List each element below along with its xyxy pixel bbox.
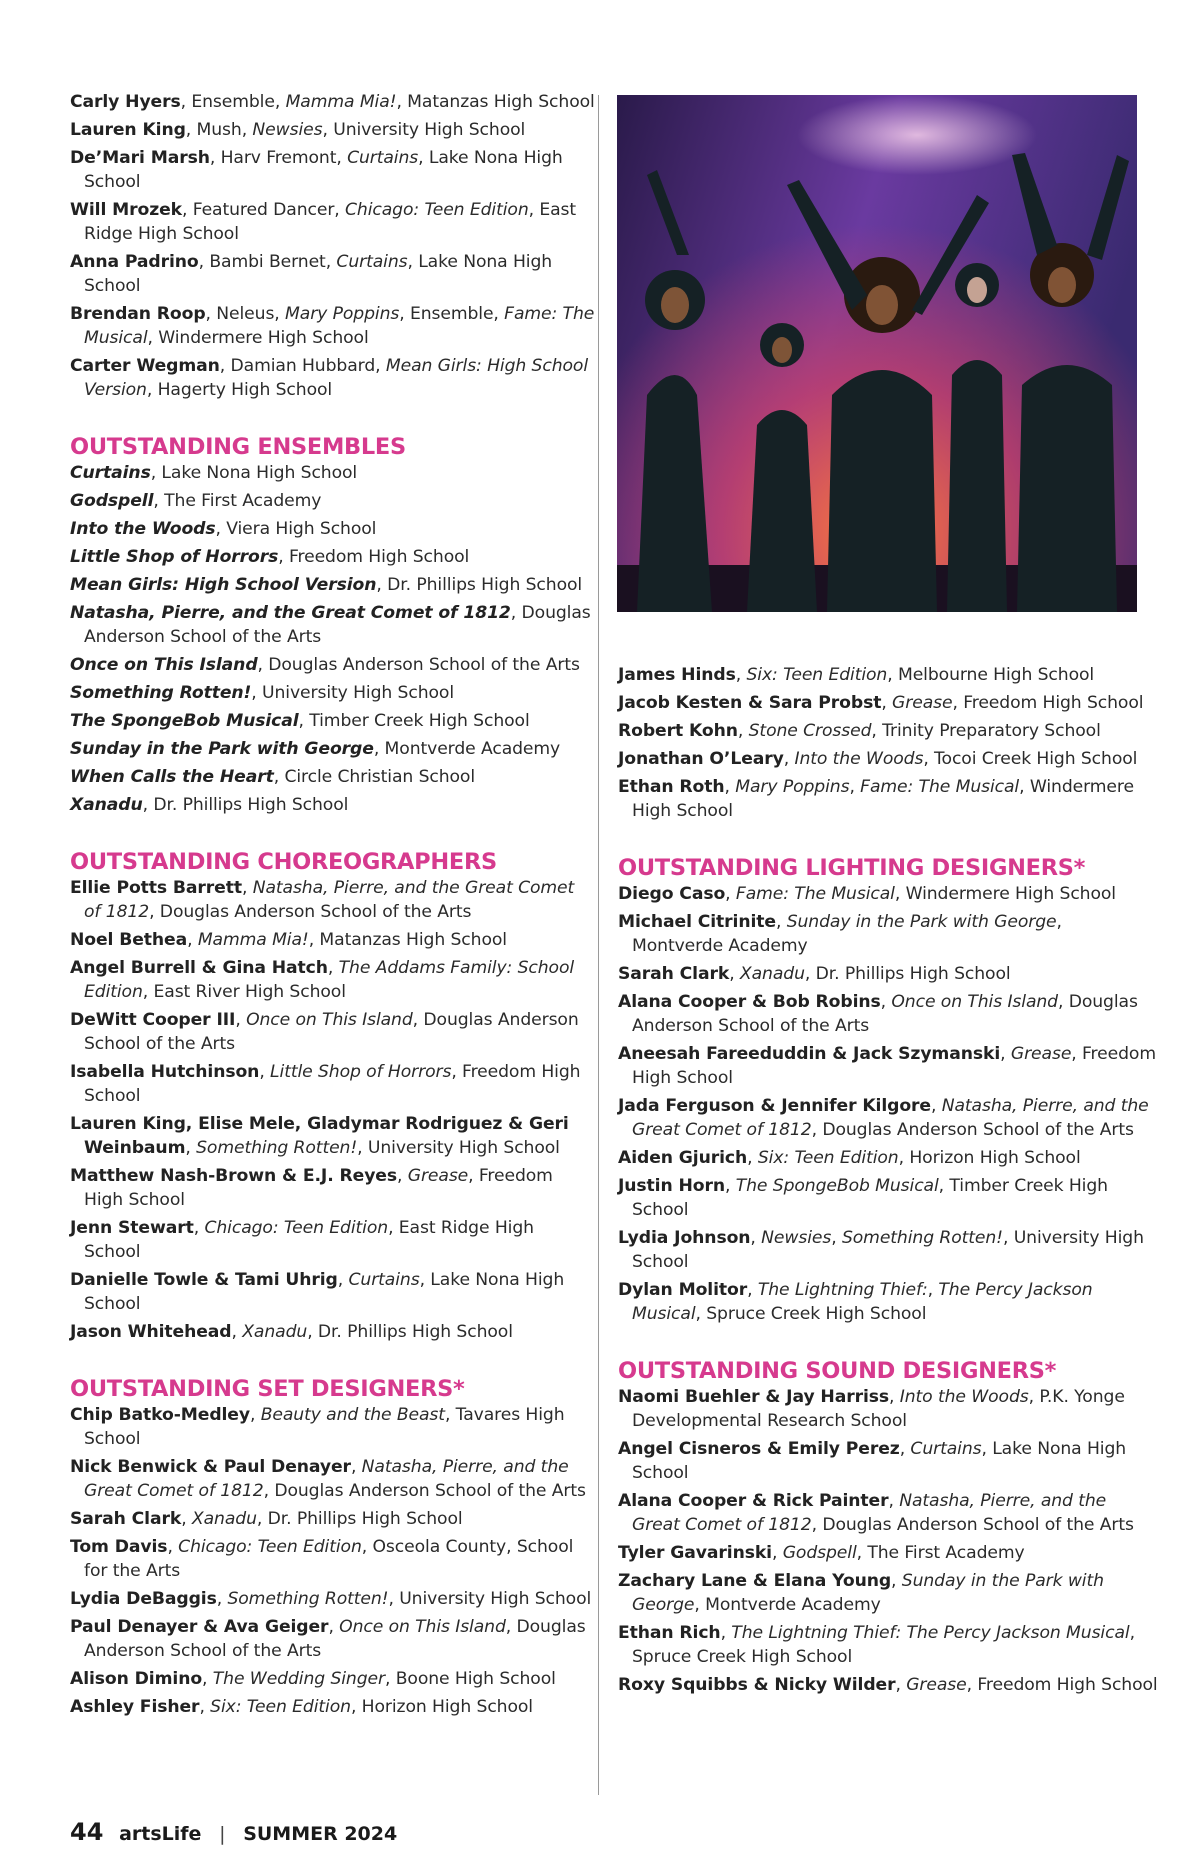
nominee-entry: [70, 461, 595, 485]
entry-detail: ,: [328, 1617, 340, 1637]
entry-detail: , University High School: [357, 1138, 560, 1158]
nominee-entry: [70, 302, 595, 350]
nominee-entry: [70, 1008, 595, 1056]
nominee-entry: [618, 1569, 1158, 1617]
entry-detail: , Douglas Anderson School of the Arts: [257, 655, 580, 675]
production-title: Sunday in the Park with George: [70, 739, 374, 759]
entry-detail: , Dr. Phillips High School: [307, 1322, 513, 1342]
entry-detail: , Lake Nona High School: [84, 1270, 565, 1314]
nominee-entry: [70, 601, 595, 649]
entry-detail: , Viera High School: [215, 519, 377, 539]
column-divider: [598, 95, 599, 1795]
nominee-name: Ellie Potts Barrett: [70, 878, 242, 898]
nominee-name: Carly Hyers: [70, 92, 181, 112]
nominee-entry: [70, 90, 595, 114]
entry-detail: ,: [849, 777, 861, 797]
entry-detail: ,: [216, 1589, 228, 1609]
production-title: Xanadu: [242, 1322, 308, 1342]
nominee-name: Ethan Roth: [618, 777, 725, 797]
entry-detail: , The First Academy: [856, 1543, 1025, 1563]
nominee-name: Dylan Molitor: [618, 1280, 748, 1300]
entry-detail: , Circle Christian School: [273, 767, 476, 787]
production-title: Fame: The Musical: [735, 884, 895, 904]
production-title: Once on This Island: [70, 655, 258, 675]
entry-detail: , Freedom High School: [632, 1044, 1156, 1088]
production-title: When Calls the Heart: [70, 767, 274, 787]
nominee-entry: [70, 1615, 595, 1663]
nominee-entry: [70, 1695, 595, 1719]
issue-label: SUMMER 2024: [243, 1823, 398, 1845]
entry-detail: , Osceola County, School for the Arts: [84, 1537, 574, 1581]
production-title: Beauty and the Beast: [260, 1405, 445, 1425]
nominee-entry: [618, 1146, 1158, 1170]
production-title: The Addams Family: School Edition: [84, 958, 575, 1002]
nominee-entry: [70, 793, 595, 817]
nominee-name: Jason Whitehead: [70, 1322, 232, 1342]
section-heading: OUTSTANDING LIGHTING DESIGNERS*: [618, 855, 1086, 881]
nominee-entry: [618, 1673, 1158, 1697]
entry-detail: , Montverde Academy: [373, 739, 561, 759]
nominee-entry: [70, 1535, 595, 1583]
section-heading: OUTSTANDING ENSEMBLES: [70, 434, 406, 460]
production-title: Xanadu: [70, 795, 143, 815]
nominee-name: Ethan Rich: [618, 1623, 721, 1643]
production-title: Mamma Mia!: [197, 930, 309, 950]
production-title: The Percy Jackson Musical: [632, 1280, 1093, 1324]
production-title: Grease: [906, 1675, 967, 1695]
nominee-entry: [70, 956, 595, 1004]
entry-detail: , Spruce Creek High School: [695, 1304, 927, 1324]
entry-detail: , Freedom High School: [84, 1166, 553, 1210]
entry-detail: ,: [729, 964, 740, 984]
production-title: Grease: [407, 1166, 469, 1186]
nominee-entry: [618, 1541, 1158, 1565]
entry-detail: ,: [747, 1280, 758, 1300]
production-title: Once on This Island: [246, 1010, 413, 1030]
entry-detail: , Douglas Anderson School of the Arts: [149, 902, 472, 922]
production-title: Natasha, Pierre, and the Great Comet of 1812: [84, 1457, 569, 1501]
entry-detail: , East Ridge High School: [84, 1218, 534, 1262]
entry-detail: , Harv Fremont,: [209, 148, 348, 168]
nominee-name: Angel Burrell & Gina Hatch: [70, 958, 328, 978]
nominee-list-top-right: [618, 663, 1158, 823]
entry-detail: , Dr. Phillips High School: [804, 964, 1011, 984]
nominee-entry: [618, 1042, 1158, 1090]
entry-detail: , Matanzas High School: [308, 930, 507, 950]
nominee-name: Alana Cooper & Rick Painter: [618, 1491, 889, 1511]
entry-detail: , Boone High School: [384, 1669, 556, 1689]
stage-performance-photo: [617, 95, 1137, 612]
nominee-entry: [70, 928, 595, 952]
production-title: Grease: [892, 693, 953, 713]
production-title: Mean Girls: High School Version: [84, 356, 589, 400]
nominee-entry: [70, 1667, 595, 1691]
nominee-name: Lauren King, Elise Mele, Gladymar Rodriguez & Geri Weinbaum: [70, 1114, 569, 1158]
entry-detail: , Damian Hubbard,: [219, 356, 386, 376]
entry-detail: , Windermere High School: [894, 884, 1116, 904]
entry-detail: , Tavares High School: [84, 1405, 565, 1449]
nominee-entry: [70, 118, 595, 142]
production-title: Newsies: [761, 1228, 832, 1248]
entry-detail: , Horizon High School: [898, 1148, 1081, 1168]
entry-detail: , Montverde Academy: [632, 912, 1062, 956]
nominee-entry: [70, 737, 595, 761]
entry-detail: ,: [337, 1270, 349, 1290]
nominee-entry: [70, 250, 595, 298]
production-title: Something Rotten!: [227, 1589, 389, 1609]
nominee-entry: [70, 876, 595, 924]
entry-detail: , Douglas Anderson School of the Arts: [263, 1481, 586, 1501]
production-title: Curtains: [336, 252, 408, 272]
nominee-entry: [618, 1621, 1158, 1669]
entry-detail: , Douglas Anderson School of the Arts: [84, 1010, 579, 1054]
left-column: [70, 90, 595, 1723]
entry-detail: ,: [927, 1280, 939, 1300]
nominee-entry: [70, 198, 595, 246]
nominee-name: Tom Davis: [70, 1537, 168, 1557]
entry-detail: ,: [750, 1228, 762, 1248]
production-title: Curtains: [70, 463, 151, 483]
production-title: Curtains: [348, 1270, 420, 1290]
nominee-name: Zachary Lane & Elana Young: [618, 1571, 892, 1591]
production-title: Little Shop of Horrors: [270, 1062, 452, 1082]
production-title: Something Rotten!: [70, 683, 252, 703]
entry-detail: ,: [231, 1322, 243, 1342]
entry-detail: , University High School: [251, 683, 454, 703]
entry-detail: , Ensemble,: [180, 92, 286, 112]
production-title: The Lightning Thief:: [757, 1280, 928, 1300]
nominee-entry: [70, 1507, 595, 1531]
footer-separator: |: [219, 1823, 226, 1845]
production-title: Natasha, Pierre, and the Great Comet of 1812: [632, 1491, 1107, 1535]
nominee-entry: [70, 354, 595, 402]
nominee-entry: [618, 1437, 1158, 1485]
entry-detail: ,: [930, 1096, 942, 1116]
entry-detail: ,: [831, 1228, 842, 1248]
nominee-entry: [70, 1587, 595, 1611]
nominee-entry: [618, 747, 1158, 771]
production-title: Into the Woods: [899, 1387, 1029, 1407]
entry-detail: ,: [735, 665, 747, 685]
entry-detail: , Melbourne High School: [887, 665, 1095, 685]
entry-detail: , Montverde Academy: [694, 1595, 881, 1615]
entry-detail: , Windermere High School: [147, 328, 369, 348]
nominee-entry: [70, 1320, 595, 1344]
entry-detail: ,: [725, 1176, 736, 1196]
nominee-name: Alison Dimino: [70, 1669, 203, 1689]
entry-detail: ,: [249, 1405, 261, 1425]
nominee-entry: [70, 517, 595, 541]
nominee-name: De’Mari Marsh: [70, 148, 210, 168]
nominee-name: Angel Cisneros & Emily Perez: [618, 1439, 900, 1459]
nominee-entry: [618, 691, 1158, 715]
nominee-name: Sarah Clark: [70, 1509, 182, 1529]
entry-detail: ,: [889, 1387, 900, 1407]
production-title: The SpongeBob Musical: [735, 1176, 939, 1196]
nominee-entry: [70, 1164, 595, 1212]
production-title: Chicago: Teen Edition: [204, 1218, 389, 1238]
nominee-entry: [618, 1489, 1158, 1537]
production-title: The SpongeBob Musical: [70, 711, 299, 731]
nominee-entry: [618, 990, 1158, 1038]
entry-detail: ,: [771, 1543, 783, 1563]
entry-detail: ,: [888, 1491, 900, 1511]
entry-detail: , East River High School: [142, 982, 346, 1002]
production-title: Mary Poppins: [285, 304, 400, 324]
entry-detail: ,: [199, 1697, 211, 1717]
nominee-entry: [70, 1268, 595, 1316]
production-title: Mean Girls: High School Version: [70, 575, 377, 595]
production-title: Six: Teen Edition: [757, 1148, 899, 1168]
nominee-entry: [618, 882, 1158, 906]
entry-detail: ,: [783, 749, 795, 769]
entry-detail: , Featured Dancer,: [182, 200, 346, 220]
nominee-name: Carter Wegman: [70, 356, 220, 376]
production-title: Fame: The Musical: [84, 304, 595, 348]
entry-detail: ,: [397, 1166, 408, 1186]
entry-detail: , Freedom High School: [84, 1062, 581, 1106]
nominee-name: Diego Caso: [618, 884, 726, 904]
page-number: 44: [70, 1818, 104, 1846]
production-title: Six: Teen Edition: [746, 665, 888, 685]
entry-detail: , P.K. Yonge Developmental Research School: [632, 1387, 1125, 1431]
nominee-name: Jonathan O’Leary: [618, 749, 784, 769]
entry-detail: ,: [185, 1138, 197, 1158]
entry-detail: , University High School: [632, 1228, 1144, 1272]
nominee-name: Roxy Squibbs & Nicky Wilder: [618, 1675, 896, 1695]
entry-detail: , Douglas Anderson School of the Arts: [632, 992, 1138, 1036]
entry-detail: ,: [187, 930, 198, 950]
entry-detail: ,: [350, 1457, 362, 1477]
entry-detail: ,: [235, 1010, 247, 1030]
left-sections: [70, 433, 595, 1719]
nominee-name: Ashley Fisher: [70, 1697, 200, 1717]
entry-detail: , Timber Creek High School: [632, 1176, 1108, 1220]
production-title: The Wedding Singer: [212, 1669, 385, 1689]
production-title: Curtains: [347, 148, 419, 168]
nominee-entry: [70, 1455, 595, 1503]
nominee-name: Nick Benwick & Paul Denayer: [70, 1457, 351, 1477]
nominee-name: James Hinds: [618, 665, 736, 685]
entry-detail: , Timber Creek High School: [298, 711, 530, 731]
entry-detail: , Neleus,: [205, 304, 286, 324]
production-title: Grease: [1010, 1044, 1072, 1064]
nominee-name: Naomi Buehler & Jay Harriss: [618, 1387, 890, 1407]
entry-detail: , Lake Nona High School: [84, 252, 553, 296]
entry-detail: , Bambi Bernet,: [198, 252, 337, 272]
production-title: Mamma Mia!: [285, 92, 397, 112]
entry-detail: ,: [747, 1148, 758, 1168]
nominee-name: Paul Denayer & Ava Geiger: [70, 1617, 329, 1637]
nominee-list-top-left: [70, 90, 595, 402]
production-title: The Lightning Thief: The Percy Jackson Musical: [731, 1623, 1130, 1643]
production-title: Something Rotten!: [196, 1138, 358, 1158]
nominee-entry: [618, 1174, 1158, 1222]
nominee-entry: [70, 1112, 595, 1160]
production-title: Xanadu: [191, 1509, 257, 1529]
production-title: Curtains: [910, 1439, 982, 1459]
entry-detail: , Dr. Phillips High School: [376, 575, 583, 595]
production-title: Chicago: Teen Edition: [178, 1537, 362, 1557]
nominee-name: Aneesah Fareeduddin & Jack Szymanski: [618, 1044, 1001, 1064]
production-title: Newsies: [252, 120, 323, 140]
nominee-entry: [618, 775, 1158, 823]
entry-detail: ,: [899, 1439, 911, 1459]
production-title: Xanadu: [739, 964, 805, 984]
right-sections: [618, 854, 1158, 1697]
entry-detail: , Lake Nona High School: [84, 148, 563, 192]
nominee-entry: [70, 489, 595, 513]
nominee-entry: [618, 1094, 1158, 1142]
entry-detail: , Trinity Preparatory School: [871, 721, 1101, 741]
nominee-name: Alana Cooper & Bob Robins: [618, 992, 881, 1012]
nominee-name: Lauren King: [70, 120, 186, 140]
entry-detail: , Spruce Creek High School: [632, 1623, 1135, 1667]
nominee-entry: [618, 663, 1158, 687]
nominee-name: Anna Padrino: [70, 252, 199, 272]
nominee-name: Justin Horn: [618, 1176, 725, 1196]
entry-detail: , Matanzas High School: [396, 92, 595, 112]
production-title: Stone Crossed: [748, 721, 872, 741]
production-title: Natasha, Pierre, and the Great Comet of 1812: [84, 878, 575, 922]
entry-detail: ,: [202, 1669, 213, 1689]
section-heading: OUTSTANDING SET DESIGNERS*: [70, 1376, 465, 1402]
entry-detail: , Mush,: [185, 120, 253, 140]
production-title: Sunday in the Park with George: [632, 1571, 1104, 1615]
production-title: Mary Poppins: [735, 777, 850, 797]
nominee-entry: [70, 1060, 595, 1108]
entry-detail: ,: [327, 958, 339, 978]
entry-detail: ,: [241, 878, 253, 898]
entry-detail: , Ensemble,: [399, 304, 505, 324]
entry-detail: ,: [881, 693, 893, 713]
entry-detail: ,: [193, 1218, 205, 1238]
production-title: Natasha, Pierre, and the Great Comet of 1812: [632, 1096, 1149, 1140]
nominee-entry: [70, 146, 595, 194]
nominee-entry: [618, 719, 1158, 743]
entry-detail: ,: [775, 912, 787, 932]
nominee-name: Brendan Roop: [70, 304, 206, 324]
nominee-name: Jenn Stewart: [70, 1218, 194, 1238]
production-title: Fame: The Musical: [860, 777, 1020, 797]
nominee-name: DeWitt Cooper III: [70, 1010, 236, 1030]
production-title: Something Rotten!: [841, 1228, 1003, 1248]
page-footer: [70, 1818, 397, 1848]
nominee-name: Jacob Kesten & Sara Probst: [618, 693, 882, 713]
entry-detail: ,: [181, 1509, 192, 1529]
right-column: [618, 663, 1158, 1701]
entry-detail: , Douglas Anderson School of the Arts: [84, 1617, 586, 1661]
entry-detail: , Hagerty High School: [146, 380, 333, 400]
entry-detail: , East Ridge High School: [84, 200, 577, 244]
entry-detail: , The First Academy: [153, 491, 322, 511]
publication-name: artsLife: [119, 1823, 202, 1845]
nominee-entry: [70, 765, 595, 789]
entry-detail: , Dr. Phillips High School: [256, 1509, 463, 1529]
nominee-name: Isabella Hutchinson: [70, 1062, 260, 1082]
production-title: Natasha, Pierre, and the Great Comet of 1812: [70, 603, 511, 623]
nominee-entry: [618, 962, 1158, 986]
nominee-entry: [618, 1385, 1158, 1433]
entry-detail: , Lake Nona High School: [632, 1439, 1127, 1483]
entry-detail: , Lake Nona High School: [150, 463, 358, 483]
entry-detail: ,: [720, 1623, 732, 1643]
nominee-entry: [70, 709, 595, 733]
entry-detail: , Freedom High School: [952, 693, 1144, 713]
section-heading: OUTSTANDING SOUND DESIGNERS*: [618, 1358, 1057, 1384]
entry-detail: ,: [880, 992, 892, 1012]
nominee-name: Tyler Gavarinski: [618, 1543, 772, 1563]
entry-detail: , Douglas Anderson School of the Arts: [811, 1515, 1134, 1535]
nominee-name: Lydia DeBaggis: [70, 1589, 217, 1609]
nominee-name: Noel Bethea: [70, 930, 188, 950]
nominee-entry: [70, 573, 595, 597]
entry-detail: , Dr. Phillips High School: [142, 795, 349, 815]
nominee-name: Danielle Towle & Tami Uhrig: [70, 1270, 338, 1290]
section-heading: OUTSTANDING CHOREOGRAPHERS: [70, 849, 497, 875]
nominee-name: Michael Citrinite: [618, 912, 776, 932]
entry-detail: ,: [725, 884, 736, 904]
entry-detail: , Freedom High School: [966, 1675, 1158, 1695]
entry-detail: , Douglas Anderson School of the Arts: [84, 603, 591, 647]
nominee-name: Jada Ferguson & Jennifer Kilgore: [618, 1096, 931, 1116]
entry-detail: , Horizon High School: [350, 1697, 533, 1717]
entry-detail: , University High School: [388, 1589, 592, 1609]
nominee-entry: [70, 653, 595, 677]
production-title: Little Shop of Horrors: [70, 547, 279, 567]
production-title: Once on This Island: [891, 992, 1058, 1012]
production-title: Into the Woods: [794, 749, 924, 769]
nominee-name: Chip Batko-Medley: [70, 1405, 250, 1425]
nominee-entry: [70, 1403, 595, 1451]
production-title: Godspell: [70, 491, 154, 511]
production-title: Six: Teen Edition: [210, 1697, 351, 1717]
nominee-entry: [618, 1278, 1158, 1326]
entry-detail: ,: [259, 1062, 271, 1082]
nominee-entry: [618, 910, 1158, 958]
production-title: Chicago: Teen Edition: [345, 200, 529, 220]
nominee-entry: [70, 1216, 595, 1264]
production-title: Once on This Island: [339, 1617, 506, 1637]
nominee-name: Matthew Nash-Brown & E.J. Reyes: [70, 1166, 397, 1186]
nominee-name: Sarah Clark: [618, 964, 730, 984]
nominee-entry: [618, 1226, 1158, 1274]
entry-detail: , Freedom High School: [278, 547, 470, 567]
production-title: Into the Woods: [70, 519, 216, 539]
nominee-entry: [70, 545, 595, 569]
production-title: Sunday in the Park with George: [786, 912, 1057, 932]
nominee-name: Lydia Johnson: [618, 1228, 751, 1248]
entry-detail: , Windermere High School: [632, 777, 1134, 821]
entry-detail: ,: [737, 721, 749, 741]
entry-detail: ,: [167, 1537, 179, 1557]
entry-detail: ,: [1000, 1044, 1011, 1064]
nominee-entry: [70, 681, 595, 705]
entry-detail: , Douglas Anderson School of the Arts: [811, 1120, 1134, 1140]
nominee-name: Robert Kohn: [618, 721, 738, 741]
entry-detail: , Tocoi Creek High School: [923, 749, 1138, 769]
entry-detail: ,: [895, 1675, 907, 1695]
entry-detail: ,: [891, 1571, 902, 1591]
nominee-name: Aiden Gjurich: [618, 1148, 748, 1168]
entry-detail: , University High School: [322, 120, 526, 140]
production-title: Godspell: [782, 1543, 857, 1563]
nominee-name: Will Mrozek: [70, 200, 182, 220]
entry-detail: ,: [724, 777, 736, 797]
